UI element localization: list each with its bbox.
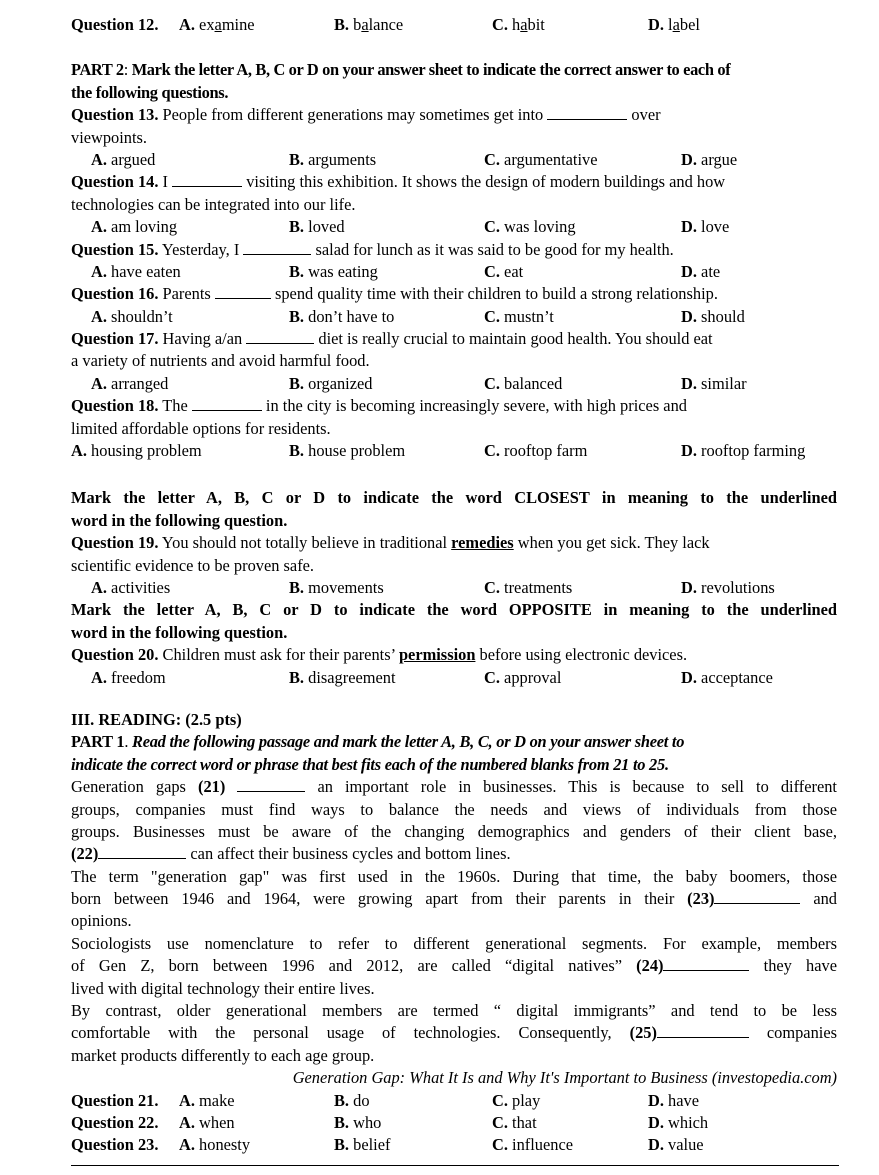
question-stem: Question 15. Yesterday, I salad for lunch as it was said to be good for my health.	[71, 239, 674, 259]
question-stem-cont: technologies can be integrated into our life.	[71, 194, 356, 214]
answer-options-list	[71, 1090, 837, 1157]
question-stem-cont: a variety of nutrients and avoid harmful food.	[71, 351, 370, 371]
option-d: D. value	[648, 1135, 704, 1155]
option-a: A. examine	[179, 15, 255, 34]
passage-line: (22) can affect their business cycles and bottom lines.	[71, 844, 511, 864]
passage-line: Generation gaps (21) an important role in businesses. This is because to sell to different	[71, 777, 837, 797]
reading-part1-instruction-cont: indicate the correct word or phrase that best fits each of the numbered blanks from 21 to 25.	[71, 754, 669, 774]
passage-line: market products differently to each age group.	[71, 1045, 375, 1065]
answer-row: Question 21. A. make B. do C. play D. have	[71, 1090, 837, 1112]
question-20-options	[71, 667, 837, 689]
question-12	[71, 14, 837, 36]
answer-blank	[172, 172, 242, 187]
option-c: C. was loving	[484, 217, 576, 237]
option-d: D. acceptance	[681, 667, 773, 687]
option-a: A. shouldn’t	[91, 306, 173, 326]
answer-blank	[243, 240, 311, 255]
question-stem: Question 17. Having a/an diet is really crucial to maintain good health. You should eat	[71, 329, 713, 349]
option-b: B. who	[334, 1112, 382, 1132]
question-options	[71, 216, 837, 238]
option-c: C. treatments	[484, 577, 573, 597]
answer-blank	[192, 396, 262, 411]
passage-line: lived with digital technology their entire lives.	[71, 978, 375, 998]
option-b: B. organized	[289, 373, 373, 393]
option-a: A. am loving	[91, 217, 178, 237]
answer-blank	[215, 284, 271, 299]
question-19: Question 19. You should not totally believe in traditional remedies when you get sick. They lack	[71, 533, 710, 553]
question-stem-cont: viewpoints.	[71, 127, 148, 147]
question-options	[71, 440, 837, 462]
passage-line: groups. Businesses must be aware of the changing demographics and genders of their client base,	[71, 821, 837, 841]
question-options	[71, 261, 837, 283]
option-c: C. eat	[484, 261, 524, 281]
option-d: D. which	[648, 1112, 709, 1132]
option-d: D. label	[648, 15, 700, 34]
option-d: D. rooftop farming	[681, 441, 806, 461]
option-c: C. influence	[492, 1135, 574, 1155]
option-a: A. have eaten	[91, 261, 181, 281]
opposite-instruction: Mark the letter A, B, C or D to indicate the word OPPOSITE in meaning to the underlined	[71, 600, 837, 620]
option-b: B. balance	[334, 15, 404, 34]
passage-line: Sociologists use nomenclature to refer to different generational segments. For example, members	[71, 933, 837, 953]
underlined-word: remedies	[451, 533, 514, 553]
option-c: C. that	[492, 1112, 537, 1132]
option-c: C. argumentative	[484, 149, 598, 169]
question-options	[71, 306, 837, 328]
option-b: B. don’t have to	[289, 306, 395, 326]
option-b: B. loved	[289, 217, 345, 237]
passage-source: Generation Gap: What It Is and Why It's Important to Business (investopedia.com)	[292, 1068, 837, 1088]
option-d: D. should	[681, 306, 745, 326]
option-b: B. disagreement	[289, 667, 396, 687]
question-stem: Question 18. The in the city is becoming increasingly severe, with high prices and	[71, 396, 687, 416]
answer-blank	[547, 105, 627, 120]
part2-instruction-cont: the following questions.	[71, 82, 229, 102]
footer-divider	[71, 1165, 839, 1166]
reading-heading: III. READING: (2.5 pts)	[71, 709, 242, 729]
question-stem-cont: limited affordable options for residents.	[71, 418, 331, 438]
answer-row: Question 22. A. when B. who C. that D. which	[71, 1112, 837, 1134]
question-options	[71, 373, 837, 395]
answer-row: Question 23. A. honesty B. belief C. influence D. value	[71, 1134, 837, 1156]
reading-part1-instruction: PART 1. Read the following passage and mark the letter A, B, C, or D on your answer sheet to	[71, 732, 685, 752]
option-d: D. ate	[681, 261, 721, 281]
passage-line: opinions.	[71, 911, 132, 931]
option-b: B. movements	[289, 577, 384, 597]
option-d: D. similar	[681, 373, 747, 393]
question-stem: Question 13. People from different generations may sometimes get into over	[71, 105, 661, 125]
question-20: Question 20. Children must ask for their parents’ permission before using electronic devices.	[71, 645, 688, 665]
option-c: C. habit	[492, 15, 545, 34]
option-a: A. freedom	[91, 667, 166, 687]
answer-blank	[246, 329, 314, 344]
option-c: C. rooftop farm	[484, 441, 588, 461]
option-b: B. do	[334, 1090, 370, 1110]
option-a: A. arranged	[91, 373, 169, 393]
question-options	[71, 149, 837, 171]
option-a: A. argued	[91, 149, 156, 169]
passage-line: of Gen Z, born between 1996 and 2012, are called “digital natives” (24) they have	[71, 956, 837, 976]
question-label: Question 12.	[71, 15, 159, 34]
question-19-options	[71, 577, 837, 599]
question-stem: Question 16. Parents spend quality time with their children to build a strong relationship.	[71, 284, 718, 304]
option-b: B. was eating	[289, 261, 378, 281]
part2-instruction: PART 2: Mark the letter A, B, C or D on your answer sheet to indicate the correct answer to each of	[71, 60, 731, 80]
question-19-cont: scientific evidence to be proven safe.	[71, 555, 315, 575]
option-c: C. mustn’t	[484, 306, 554, 326]
passage-line: comfortable with the personal usage of technologies. Consequently, (25) companies	[71, 1023, 837, 1043]
option-a: A. make	[179, 1090, 235, 1110]
option-d: D. revolutions	[681, 577, 775, 597]
passage-line: born between 1946 and 1964, were growing apart from their parents in their (23) and	[71, 889, 837, 909]
option-a: A. activities	[91, 577, 171, 597]
option-d: D. argue	[681, 149, 738, 169]
option-b: B. house problem	[289, 441, 406, 461]
option-a: A. honesty	[179, 1135, 251, 1155]
underlined-word: permission	[398, 645, 476, 665]
exam-page	[71, 0, 837, 1157]
option-b: B. arguments	[289, 149, 377, 169]
option-a: A. when	[179, 1112, 235, 1132]
passage-line: By contrast, older generational members are termed “ digital immigrants” and tend to be less	[71, 1001, 837, 1021]
option-c: C. balanced	[484, 373, 563, 393]
opposite-instruction-cont: word in the following question.	[71, 622, 288, 642]
option-b: B. belief	[334, 1135, 391, 1155]
question-stem: Question 14. I visiting this exhibition. It shows the design of modern buildings and how	[71, 172, 726, 192]
option-c: C. approval	[484, 667, 562, 687]
option-d: D. love	[681, 217, 730, 237]
closest-instruction-cont: word in the following question.	[71, 510, 288, 530]
closest-instruction: Mark the letter A, B, C or D to indicate the word CLOSEST in meaning to the underlined	[71, 488, 837, 508]
option-a: A. housing problem	[71, 441, 202, 461]
option-c: C. play	[492, 1090, 541, 1110]
option-d: D. have	[648, 1090, 699, 1110]
passage-line: groups, companies must find ways to balance the needs and views of individuals from those	[71, 799, 837, 819]
question-list	[71, 104, 837, 462]
passage-line: The term "generation gap" was first used in the 1960s. During that time, the baby boomers, those	[71, 866, 837, 886]
